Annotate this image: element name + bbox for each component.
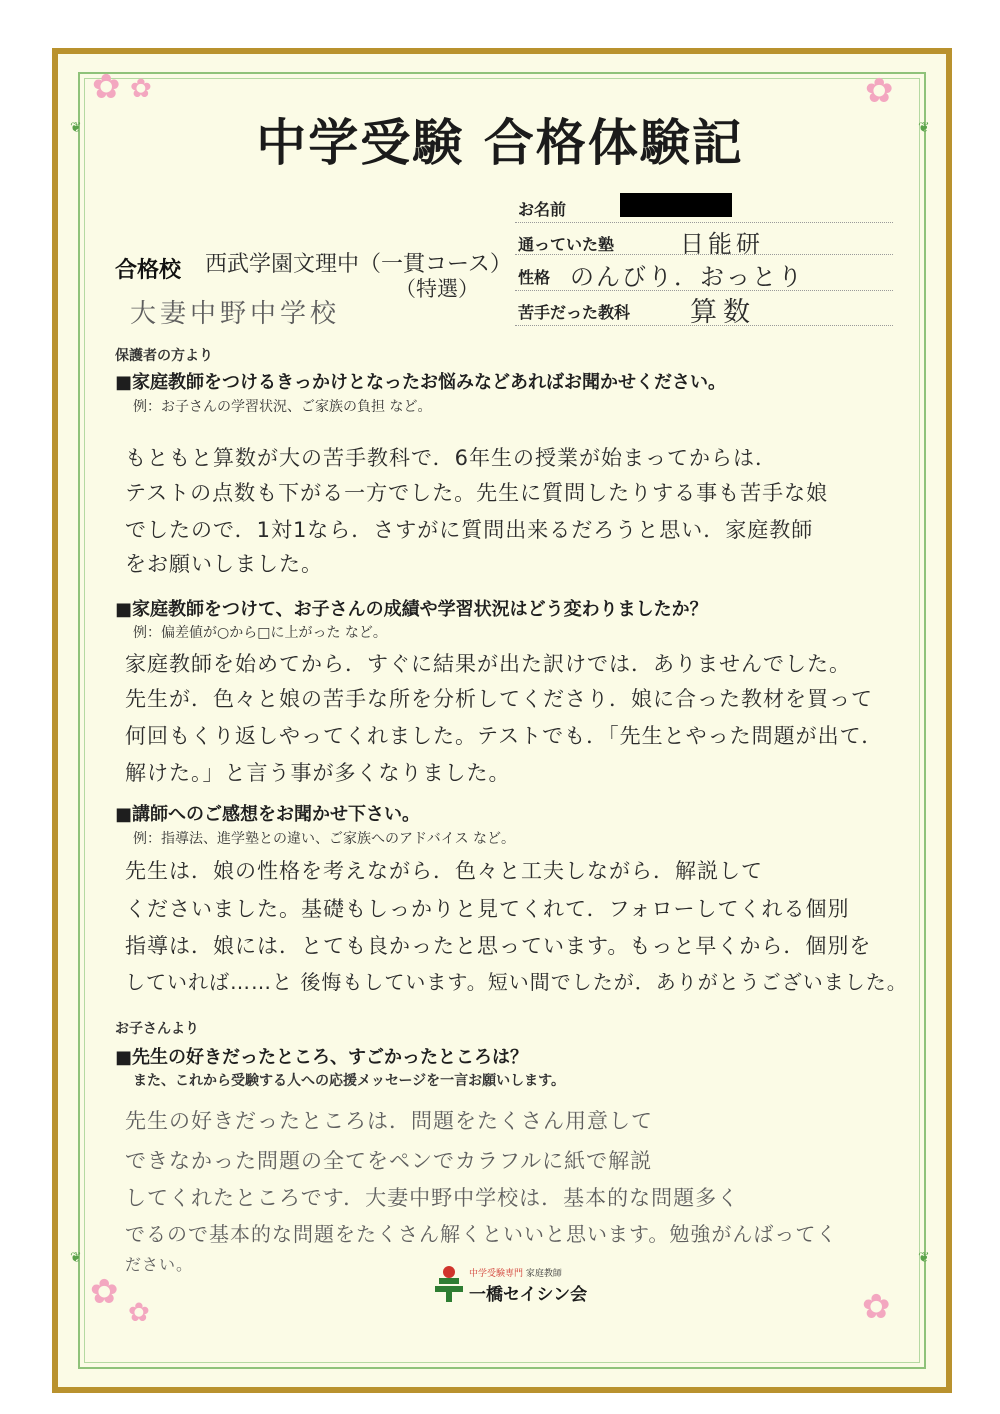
question-3-example: 例：指導法、進学塾との違い、ご家族へのアドバイス など。	[133, 831, 516, 847]
flower-decoration: ✿	[90, 1272, 119, 1312]
question-3-title: ■講師へのご感想をお聞かせ下さい。	[115, 804, 421, 825]
answer-1-line: でしたので．1対1なら．さすがに質問出来るだろうと思い．家庭教師	[125, 518, 814, 542]
answer-4-line: できなかった問題の全てをペンでカラフルに紙で解説	[125, 1149, 653, 1173]
vine-decoration: ❦	[918, 120, 930, 136]
juku-label: 通っていた塾	[518, 235, 615, 254]
school-line2: 大妻中野中学校	[130, 299, 341, 329]
personality-label: 性格	[518, 268, 551, 287]
answer-3-line: 指導は．娘には．とても良かったと思っています。もっと早くから．個別を	[125, 934, 872, 958]
answer-1-line: もともと算数が大の苦手教科で．6年生の授業が始まってからは．	[125, 446, 777, 470]
flower-decoration: ✿	[92, 67, 121, 107]
logo-tagline	[469, 1266, 562, 1279]
rule	[515, 254, 893, 255]
page-title: 中学受験 合格体験記	[256, 113, 744, 172]
personality-value: のんびり．おっとり	[570, 263, 804, 291]
school-line1: 西武学園文理中（一貫コース）	[205, 252, 512, 277]
answer-4-line: でるので基本的な問題をたくさん解くといいと思います。勉強がんばってく	[125, 1222, 838, 1246]
question-1-example: 例：お子さんの学習状況、ご家族の負担 など。	[133, 399, 432, 415]
answer-4-line: ださい。	[125, 1255, 194, 1274]
company-logo	[435, 1262, 595, 1310]
flower-decoration: ✿	[862, 1287, 891, 1327]
question-2-example: 例：偏差値が○から□に上がった など。	[133, 625, 387, 641]
vine-decoration: ❦	[70, 1250, 82, 1266]
answer-3-line: していれば……と 後悔もしています。短い間でしたが．ありがとうございました。	[125, 970, 908, 994]
question-4-subtitle: また、これから受験する人への応援メッセージを一言お願いします。	[133, 1073, 566, 1089]
flower-decoration: ✿	[128, 1298, 150, 1328]
rule	[515, 325, 893, 326]
name-label: お名前	[518, 200, 567, 219]
answer-3-line: 先生は．娘の性格を考えながら．色々と工夫しながら．解説して	[125, 859, 763, 883]
answer-2-line: 何回もくり返しやってくれました。テストでも．「先生とやった問題が出て．	[125, 724, 884, 748]
logo-name: 一橋セイシン会	[469, 1285, 588, 1305]
question-2-title: ■家庭教師をつけて、お子さんの成績や学習状況はどう変わりましたか？	[115, 599, 708, 620]
logo-tag-red: 中学受験専門	[469, 1269, 524, 1279]
answer-1-line: テストの点数も下がる一方でした。先生に質問したりする事も苦手な娘	[125, 481, 829, 505]
weak-subject-label: 苦手だった教科	[518, 303, 631, 322]
weak-subject-value: 算数	[690, 297, 756, 328]
answer-3-line: くださいました。基礎もしっかりと見てくれて．フォローしてくれる個別	[125, 897, 850, 921]
redacted-name	[620, 193, 732, 217]
logo-tag-black: 家庭教師	[525, 1269, 562, 1279]
school-label: 合格校	[115, 258, 182, 283]
tree-logo-icon	[435, 1264, 463, 1302]
answer-2-line: 先生が．色々と娘の苦手な所を分析してくださり．娘に合った教材を買って	[125, 687, 873, 711]
flower-decoration: ✿	[130, 74, 152, 104]
school-line1-sub: （特選）	[395, 277, 479, 301]
answer-2-line: 解けた。」と言う事が多くなりました。	[125, 761, 511, 785]
answer-2-line: 家庭教師を始めてから．すぐに結果が出た訳けでは．ありませんでした。	[125, 652, 851, 676]
answer-1-line: をお願いしました。	[125, 552, 323, 576]
child-section-header: お子さんより	[115, 1021, 199, 1037]
flower-decoration: ✿	[865, 71, 894, 111]
answer-4-line: 先生の好きだったところは．問題をたくさん用意して	[125, 1109, 653, 1133]
rule	[515, 222, 893, 223]
question-4-title: ■先生の好きだったところ、すごかったところは？	[115, 1047, 529, 1068]
vine-decoration: ❦	[918, 1250, 930, 1266]
juku-value: 日能研	[680, 230, 764, 258]
parent-section-header: 保護者の方より	[115, 348, 213, 364]
answer-4-line: してくれたところです．大妻中野中学校は．基本的な問題多く	[125, 1186, 740, 1210]
question-1-title: ■家庭教師をつけるきっかけとなったお悩みなどあればお聞かせください。	[115, 372, 727, 393]
vine-decoration: ❦	[70, 120, 82, 136]
